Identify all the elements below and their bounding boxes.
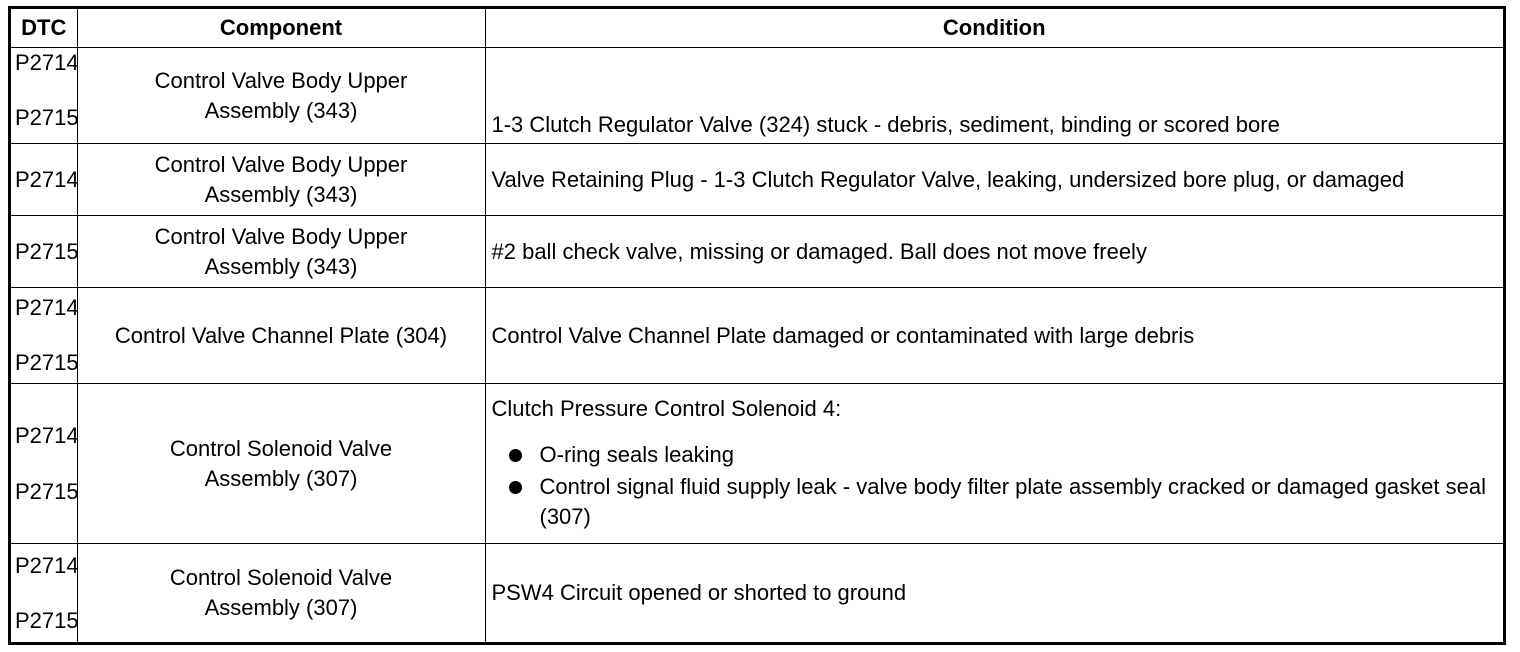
component-cell (77, 288, 485, 384)
component-line: Assembly (307) (204, 465, 358, 491)
list-item (492, 440, 1498, 470)
dtc-code: P2715 (15, 350, 79, 375)
component-line: Control Valve Body Upper (154, 67, 408, 93)
component-cell (77, 384, 485, 544)
condition-cell: 1-3 Clutch Regulator Valve (324) stuck - debris, sediment, binding or scored bore (485, 48, 1503, 144)
condition-cell: Valve Retaining Plug - 1-3 Clutch Regulator Valve, leaking, undersized bore plug, or damaged (485, 144, 1503, 216)
list-item-text: Control signal fluid supply leak - valve body filter plate assembly cracked or damaged gasket seal (307) (539, 473, 1486, 529)
dtc-code: P2715 (15, 478, 79, 504)
bullet-icon (509, 449, 522, 462)
component-cell (77, 216, 485, 288)
condition-list (492, 440, 1498, 532)
table-row (11, 144, 1503, 216)
component-line: Assembly (343) (204, 181, 358, 207)
component-cell (77, 48, 485, 144)
dtc-cell (11, 384, 77, 544)
condition-cell: #2 ball check valve, missing or damaged. Ball does not move freely (485, 216, 1503, 288)
table-row (11, 288, 1503, 384)
dtc-code: P2714 (15, 422, 79, 448)
condition-cell: Control Valve Channel Plate damaged or contaminated with large debris (485, 288, 1503, 384)
dtc-code: P2715 (15, 238, 79, 264)
table-frame (8, 6, 1506, 645)
component-line: Control Valve Body Upper (154, 151, 408, 177)
table-row (11, 544, 1503, 643)
table-row (11, 384, 1503, 544)
dtc-code: P2714 (15, 50, 79, 75)
condition-heading: Clutch Pressure Control Solenoid 4: (491, 395, 842, 421)
dtc-cell (11, 48, 77, 144)
dtc-code: P2715 (15, 607, 79, 633)
dtc-cell (11, 144, 77, 216)
list-item (492, 472, 1498, 532)
dtc-code: P2714 (15, 166, 79, 192)
table-row (11, 48, 1503, 144)
condition-cell: PSW4 Circuit opened or shorted to ground (485, 544, 1503, 643)
dtc-table (11, 9, 1503, 642)
component-cell (77, 144, 485, 216)
dtc-cell (11, 288, 77, 384)
component-line: Assembly (343) (204, 253, 358, 279)
table-row (11, 216, 1503, 288)
dtc-code: P2714 (15, 552, 79, 578)
header-dtc: DTC (11, 9, 77, 48)
component-line: Assembly (307) (204, 595, 358, 620)
list-item-text: O-ring seals leaking (539, 441, 734, 467)
dtc-code: P2715 (15, 105, 79, 130)
component-line: Control Valve Channel Plate (304) (114, 322, 448, 348)
dtc-cell (11, 216, 77, 288)
component-line: Control Solenoid Valve (169, 565, 393, 590)
header-condition: Condition (485, 9, 1503, 48)
component-line: Control Solenoid Valve (169, 435, 393, 461)
dtc-cell (11, 544, 77, 643)
dtc-code: P2714 (15, 295, 79, 320)
bullet-icon (509, 481, 522, 494)
condition-cell (485, 384, 1503, 544)
header-row (11, 9, 1503, 48)
component-line: Assembly (343) (204, 97, 358, 123)
component-cell (77, 544, 485, 643)
component-line: Control Valve Body Upper (154, 223, 408, 249)
header-component: Component (77, 9, 485, 48)
